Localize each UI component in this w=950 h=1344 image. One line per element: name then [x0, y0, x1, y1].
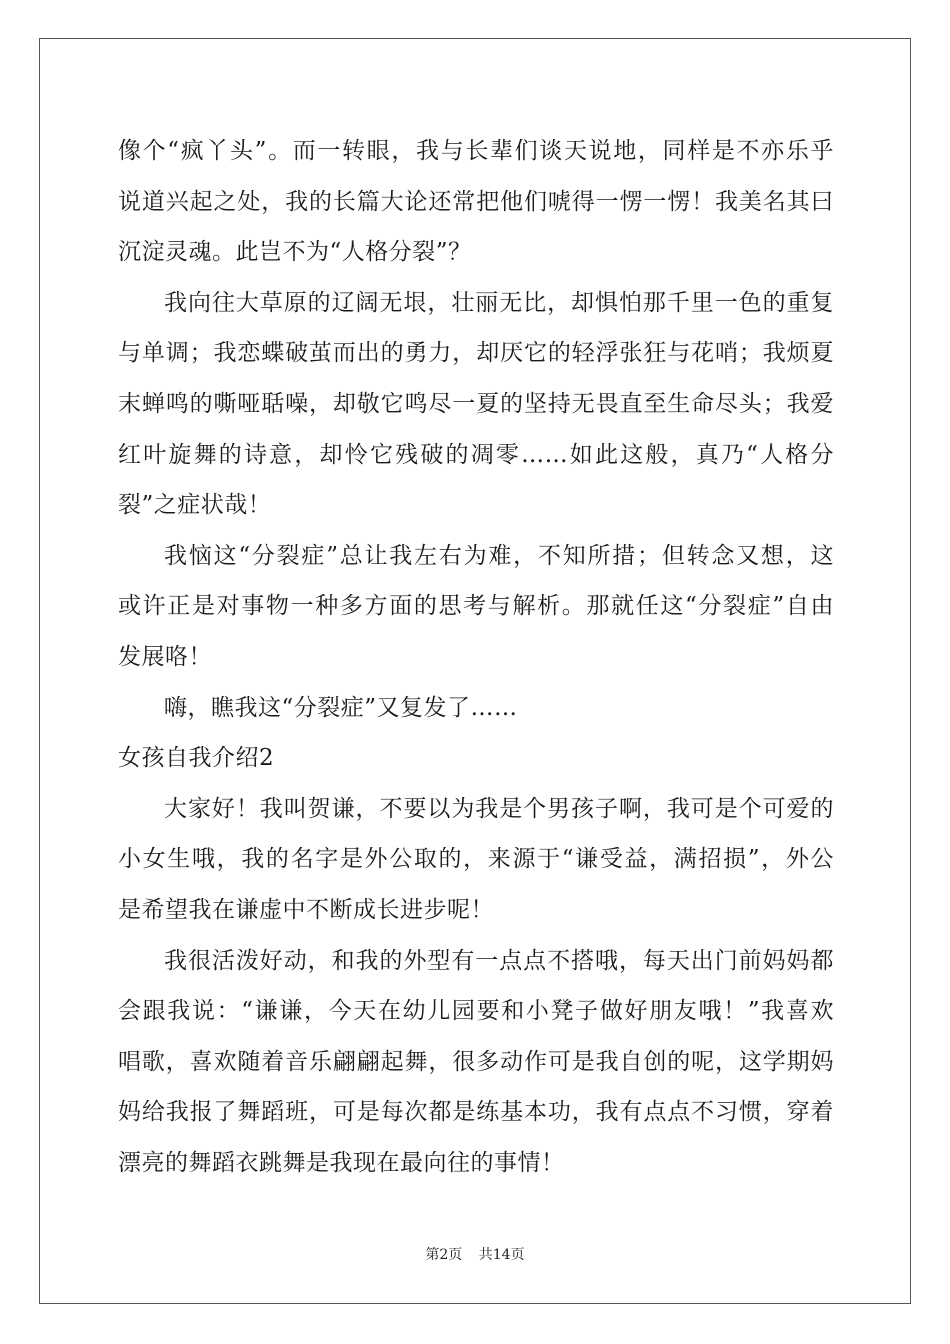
paragraph-line: 小女生哦，我的名字是外公取的，来源于“谦受益，满招损”，外公	[118, 846, 834, 873]
paragraph-line: 发展咯！	[118, 643, 212, 670]
paragraph-line: 妈给我报了舞蹈班，可是每次都是练基本功，我有点点不习惯，穿着	[118, 1099, 834, 1126]
paragraph-line: 漂亮的舞蹈衣跳舞是我现在最向往的事情！	[118, 1149, 565, 1176]
paragraph-line: 唱歌，喜欢随着音乐翩翩起舞，很多动作可是我自创的呢，这学期妈	[118, 1048, 834, 1075]
paragraph-line: 说道兴起之处，我的长篇大论还常把他们唬得一愣一愣！我美名其曰	[118, 188, 834, 215]
paragraph-line: 或许正是对事物一种多方面的思考与解析。那就任这“分裂症”自由	[118, 593, 834, 620]
paragraph-line: 嗨，瞧我这“分裂症”又复发了……	[164, 694, 518, 721]
paragraph-line: 大家好！我叫贺谦，不要以为我是个男孩子啊，我可是个可爱的	[164, 795, 834, 822]
paragraph-line: 会跟我说：“谦谦，今天在幼儿园要和小凳子做好朋友哦！”我喜欢	[118, 998, 834, 1025]
page-total: 共14页	[478, 1247, 525, 1263]
section-heading: 女孩自我介绍2	[118, 745, 275, 772]
paragraph-line: 末蝉鸣的嘶哑聒噪，却敬它鸣尽一夏的坚持无畏直至生命尽头；我爱	[118, 390, 834, 417]
page-footer	[0, 1244, 950, 1264]
paragraph-line: 是希望我在谦虚中不断成长进步呢！	[118, 896, 494, 923]
paragraph-line: 裂”之症状哉！	[118, 492, 272, 519]
paragraph-line: 像个“疯丫头”。而一转眼，我与长辈们谈天说地，同样是不亦乐乎	[118, 138, 834, 164]
document-body	[118, 126, 834, 1188]
paragraph-line: 沉淀灵魂。此岂不为“人格分裂”？	[118, 239, 472, 266]
paragraph-line: 我很活泼好动，和我的外型有一点点不搭哦，每天出门前妈妈都	[164, 947, 834, 974]
paragraph-line: 红叶旋舞的诗意，却怜它残破的凋零……如此这般，真乃“人格分	[118, 441, 834, 468]
paragraph-line: 与单调；我恋蝶破茧而出的勇力，却厌它的轻浮张狂与花哨；我烦夏	[118, 340, 834, 367]
paragraph-line: 我恼这“分裂症”总让我左右为难，不知所措；但转念又想，这	[164, 542, 834, 569]
paragraph-line: 我向往大草原的辽阔无垠，壮丽无比，却惧怕那千里一色的重复	[164, 289, 834, 316]
page-number: 第2页	[425, 1247, 463, 1263]
